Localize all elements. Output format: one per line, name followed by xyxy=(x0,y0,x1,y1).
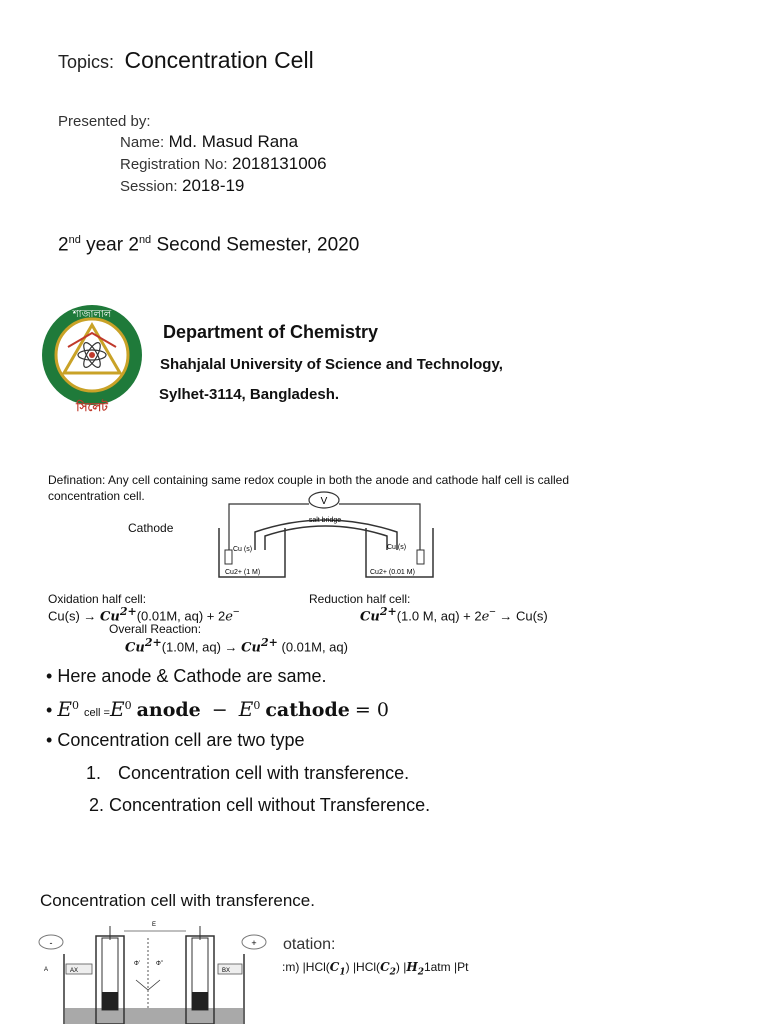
list-item-2: 2. Concentration cell without Transference. xyxy=(89,795,431,815)
bullet-two-types xyxy=(46,730,304,751)
department-title: Department of Chemistry xyxy=(163,322,379,342)
oxidation-electron-charge: − xyxy=(232,606,240,618)
definition-line-1: Defination: Any cell containing same redox couple in both the anode and cathode half cell is called xyxy=(48,473,570,487)
name-line xyxy=(120,132,298,152)
left-solution-label: Cu2+ (1 M) xyxy=(225,569,261,576)
bullet-dot: • xyxy=(46,700,53,720)
logo-text-bottom: সিলেট xyxy=(76,400,108,414)
semester-number: 2 xyxy=(128,234,139,256)
overall-mid: (1.0M, aq) → xyxy=(161,639,238,655)
year-word: year xyxy=(86,234,124,256)
section-heading: Concentration cell with transference. xyxy=(40,891,315,910)
logo-text-top: শাজালাল xyxy=(72,309,112,320)
diagram-label-a: A xyxy=(44,967,49,973)
notation-c2: C xyxy=(380,960,390,974)
university-address: Sylhet-3114, Bangladesh. xyxy=(159,386,340,403)
list-item-1 xyxy=(86,763,409,784)
list-number-1: 1. xyxy=(86,763,102,783)
notation-c1-sub: 1 xyxy=(339,967,346,978)
oxidation-rhs: (0.01M, aq) + 2 xyxy=(136,608,226,624)
year-superscript: nd xyxy=(68,234,81,246)
phi-1-label: Φ’ xyxy=(134,961,141,967)
notation-c1: C xyxy=(329,960,340,974)
left-box-label: AX xyxy=(70,968,79,974)
registration-line xyxy=(120,154,327,174)
left-electrode xyxy=(225,550,232,564)
university-logo xyxy=(34,303,154,415)
bullet-dot: • xyxy=(46,730,53,750)
topics-label: Topics: xyxy=(58,52,115,72)
bullet-dot: • xyxy=(46,666,53,686)
bullet-same-electrodes xyxy=(46,666,327,687)
right-electrode xyxy=(417,550,424,564)
overall-equation xyxy=(125,636,348,655)
bullet-text-3: Concentration cell are two type xyxy=(57,730,305,750)
university-name: Shahjalal University of Science and Technology, xyxy=(160,356,503,373)
topics-value: Concentration Cell xyxy=(124,47,314,73)
reduction-electron-charge: − xyxy=(489,606,496,618)
emf-superscript-cathode: 0 xyxy=(253,699,261,712)
right-box-label: BX xyxy=(222,968,231,974)
emf-e-cathode: E xyxy=(238,697,254,721)
session-label: Session: xyxy=(120,178,178,195)
phi-2-label: Φ’’ xyxy=(156,961,164,967)
right-electrode-label: Cu (s) xyxy=(387,544,407,551)
semester-line xyxy=(58,234,359,256)
concentration-cell-diagram xyxy=(215,488,440,580)
negative-terminal-label: - xyxy=(49,938,53,948)
bullet-emf xyxy=(46,697,389,721)
bullet-text-1: Here anode & Cathode are same. xyxy=(57,666,327,686)
left-electrode-label: Cu (s) xyxy=(233,546,253,553)
notation-start: :m) |HCl( xyxy=(282,960,330,974)
overall-species-2: Cu xyxy=(241,640,261,656)
session-line xyxy=(120,176,244,196)
cell-notation xyxy=(282,960,468,977)
oxidation-charge: 2+ xyxy=(119,605,137,618)
topics-line xyxy=(58,47,314,74)
notation-c2-sub: 2 xyxy=(389,967,396,978)
positive-terminal-label: + xyxy=(251,938,257,948)
notation-mid: ) |HCl( xyxy=(345,960,381,974)
overall-label: Overall Reaction: xyxy=(109,622,202,636)
diagram-label-e: E xyxy=(151,922,157,928)
oxidation-label: Oxidation half cell: xyxy=(48,592,147,606)
list-text-1: Concentration cell with transference. xyxy=(118,763,410,783)
reduction-charge: 2+ xyxy=(379,605,397,618)
registration-value: 2018131006 xyxy=(232,154,327,173)
session-value: 2018-19 xyxy=(182,176,245,195)
notation-h-sub: 2 xyxy=(417,967,424,978)
reduction-mid: (1.0 M, aq) + 2 xyxy=(396,608,482,624)
name-label: Name: xyxy=(120,134,165,151)
right-solution-label: Cu2+ (0.01 M) xyxy=(370,569,415,576)
semester-rest: Second Semester, 2020 xyxy=(156,234,360,256)
oxidation-species: Cu xyxy=(100,609,120,625)
presented-by: Presented by: xyxy=(58,113,151,130)
overall-end: (0.01M, aq) xyxy=(281,639,348,655)
semester-superscript: nd xyxy=(138,234,152,246)
reduction-label: Reduction half cell: xyxy=(309,592,411,606)
transference-cell-diagram xyxy=(36,918,272,1024)
emf-minus: − xyxy=(211,699,228,721)
notation-h: H xyxy=(406,960,418,974)
reduction-species: Cu xyxy=(360,609,380,625)
emf-e: E xyxy=(57,697,72,721)
oxidation-electron: e xyxy=(225,609,233,625)
notation-mid2: ) | xyxy=(395,960,407,974)
reduction-end: → Cu(s) xyxy=(499,608,548,624)
overall-charge-1: 2+ xyxy=(144,636,162,649)
emf-e-anode: E xyxy=(109,697,125,721)
emf-cell: cell = xyxy=(83,707,110,719)
overall-charge-2: 2+ xyxy=(260,636,278,649)
definition-line-2: concentration cell. xyxy=(48,489,145,503)
cathode-label: Cathode xyxy=(128,521,174,535)
notation-label: otation: xyxy=(283,936,336,953)
emf-anode: anode xyxy=(136,699,201,721)
emf-superscript: 0 xyxy=(71,699,79,712)
emf-superscript-anode: 0 xyxy=(124,699,132,712)
overall-species-1: Cu xyxy=(125,640,145,656)
emf-cathode: cathode xyxy=(265,699,350,721)
salt-bridge-label: salt bridge xyxy=(308,517,342,524)
reduction-electron: e xyxy=(481,609,490,625)
emf-equals-zero: = 0 xyxy=(354,699,389,721)
reduction-equation xyxy=(360,605,548,624)
oxidation-lhs: Cu(s) → xyxy=(48,608,97,624)
notation-end: 1atm |Pt xyxy=(423,960,469,974)
name-value: Md. Masud Rana xyxy=(168,132,299,151)
registration-label: Registration No: xyxy=(120,156,228,173)
voltmeter-label: V xyxy=(320,496,328,507)
year-number: 2 xyxy=(58,234,69,256)
